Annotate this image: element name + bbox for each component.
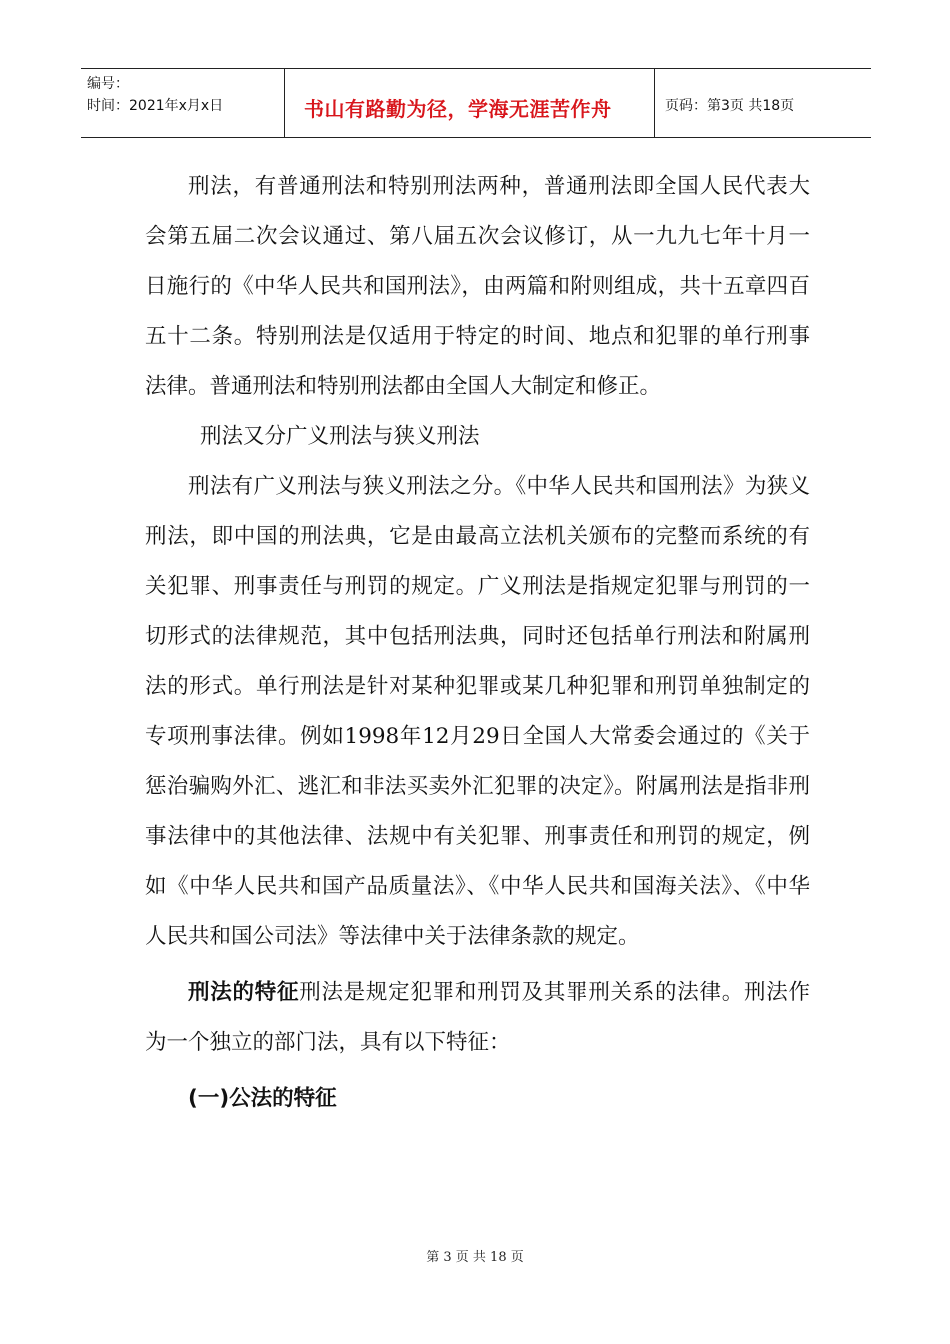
header-motto: 书山有路勤为径，学海无涯苦作舟 xyxy=(304,97,612,121)
paragraph-criminal-law-types: 刑法，有普通刑法和特别刑法两种，普通刑法即全国人民代表大会第五届二次会议通过、第八届五次会议修订，从一九九七年十月一日施行的《中华人民共和国刑法》，由两篇和附则组成，共十五章四百五十二条。特别刑法是仅适用于特定的时间、地点和犯罪的单行刑事法律。普通刑法和特别刑法都由全国人大制定和修正。 xyxy=(145,174,810,399)
header-page-cell xyxy=(655,69,871,137)
header-meta-cell xyxy=(81,69,285,137)
page-footer: 第 3 页 共 18 页 xyxy=(426,1250,524,1265)
header-table xyxy=(81,68,871,138)
document-body xyxy=(145,162,810,1124)
header-page-label: 页码：第3页 共18页 xyxy=(665,98,795,114)
subheading-broad-narrow: 刑法又分广义刑法与狭义刑法 xyxy=(200,424,480,449)
paragraph-broad-narrow: 刑法有广义刑法与狭义刑法之分。《中华人民共和国刑法》为狭义刑法，即中国的刑法典，它是由最高立法机关颁布的完整而系统的有关犯罪、刑事责任与刑罚的规定。广义刑法是指规定犯罪与刑罚的一切形式的法律规范，其中包括刑法典，同时还包括单行刑法和附属刑法的形式。单行刑法是针对某种犯罪或某几种犯罪和刑罚单独制定的专项刑事法律。例如1998年12月29日全国人大常委会通过的《关于惩治骗购外汇、逃汇和非法买卖外汇犯罪的决定》。附属刑法是指非刑事法律中的其他法律、法规中有关犯罪、刑事责任和刑罚的规定，例如《中华人民共和国产品质量法》、《中华人民共和国海关法》、《中华人民共和国公司法》等法律中关于法律条款的规定。 xyxy=(145,474,810,949)
document-date-label: 时间：2021年x月x日 xyxy=(87,98,224,114)
paragraph-characteristics xyxy=(145,968,810,1068)
characteristics-heading: 刑法的特征 xyxy=(188,980,300,1005)
characteristics-text: 刑法是规定犯罪和刑罚及其罪刑关系的法律。刑法作为一个独立的部门法，具有以下特征： xyxy=(145,980,810,1055)
section-heading-public-law: (一)公法的特征 xyxy=(188,1086,337,1111)
header-motto-cell xyxy=(284,69,655,137)
document-number-label: 编号： xyxy=(87,76,129,92)
